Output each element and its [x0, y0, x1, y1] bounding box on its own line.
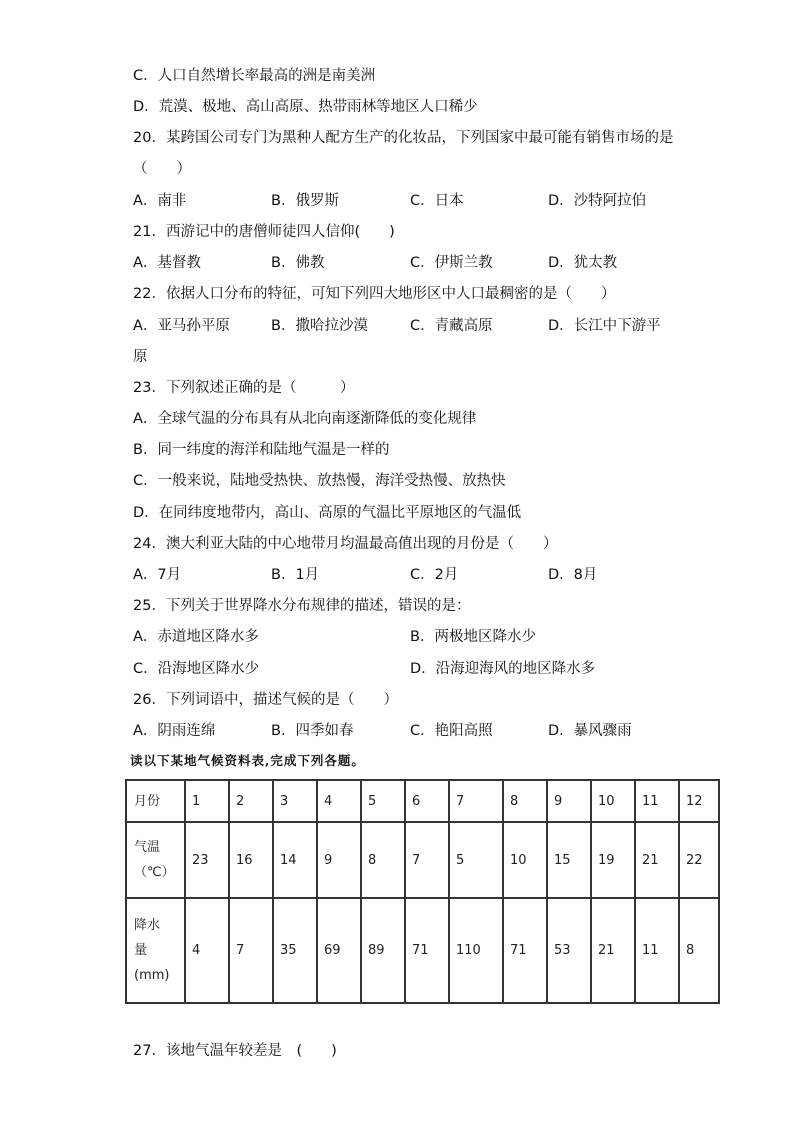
q23-option-c: C．一般来说，陆地受热快、放热慢，海洋受热慢、放热快 — [133, 473, 506, 489]
month-label-cell: 月份 — [126, 780, 185, 822]
q24-option-b: B．1月 — [271, 567, 320, 583]
precipitation-label-part1: 降水 — [134, 918, 161, 933]
q22-option-c: C．青藏高原 — [410, 318, 493, 334]
q22-option-b: B．撒哈拉沙漠 — [271, 318, 368, 334]
q20-paren: （ ） — [133, 161, 191, 177]
temperature-cell: 23 — [185, 822, 229, 898]
temperature-cell: 8 — [361, 822, 405, 898]
month-cell: 1 — [185, 780, 229, 822]
table-row-temperature — [126, 822, 719, 898]
q20-option-c: C．日本 — [410, 193, 464, 209]
q23-option-b: B．同一纬度的海洋和陆地气温是一样的 — [133, 442, 390, 458]
month-cell: 9 — [547, 780, 591, 822]
temperature-unit: （℃） — [134, 865, 175, 880]
q27-stem: 27．该地气温年较差是 ( ) — [133, 1043, 337, 1059]
q25-option-c: C．沿海地区降水少 — [133, 661, 260, 677]
month-cell: 10 — [591, 780, 635, 822]
temperature-cell: 10 — [503, 822, 547, 898]
table-intro: 读以下某地气候资料表,完成下列各题。 — [130, 753, 365, 768]
q21-option-c: C．伊斯兰教 — [410, 255, 493, 271]
month-cell: 5 — [361, 780, 405, 822]
precipitation-cell: 71 — [503, 898, 547, 1003]
q26-stem: 26．下列词语中，描述气候的是（ ） — [133, 692, 398, 708]
q19-option-c: C．人口自然增长率最高的洲是南美洲 — [133, 68, 376, 84]
q22-option-a: A．亚马孙平原 — [133, 318, 230, 334]
month-cell: 2 — [229, 780, 273, 822]
temperature-cell: 7 — [405, 822, 449, 898]
q26-option-a: A．阴雨连绵 — [133, 723, 216, 739]
q23-option-d: D．在同纬度地带内，高山、高原的气温比平原地区的气温低 — [133, 505, 522, 521]
q22-option-d: D．长江中下游平 — [548, 318, 661, 334]
q26-option-c: C．艳阳高照 — [410, 723, 493, 739]
q24-option-d: D．8月 — [548, 567, 598, 583]
q22-stem: 22．依据人口分布的特征，可知下列四大地形区中人口最稠密的是（ ） — [133, 286, 616, 302]
temperature-cell: 16 — [229, 822, 273, 898]
precipitation-cell: 4 — [185, 898, 229, 1003]
q21-option-b: B．佛教 — [271, 255, 325, 271]
q19-option-d: D．荒漠、极地、高山高原、热带雨林等地区人口稀少 — [133, 99, 478, 115]
temperature-cell: 9 — [317, 822, 361, 898]
month-cell: 12 — [679, 780, 719, 822]
q24-stem: 24．澳大利亚大陆的中心地带月均温最高值出现的月份是（ ） — [133, 536, 558, 552]
temperature-cell: 14 — [273, 822, 317, 898]
precipitation-cell: 53 — [547, 898, 591, 1003]
q20-option-d: D．沙特阿拉伯 — [548, 193, 647, 209]
q20-stem: 20．某跨国公司专门为黑种人配方生产的化妆品，下列国家中最可能有销售市场的是 — [133, 130, 674, 146]
climate-data-table — [125, 779, 720, 1004]
month-cell: 3 — [273, 780, 317, 822]
month-cell: 11 — [635, 780, 679, 822]
precipitation-cell: 89 — [361, 898, 405, 1003]
q21-option-d: D．犹太教 — [548, 255, 618, 271]
q25-option-a: A．赤道地区降水多 — [133, 629, 259, 645]
q23-option-a: A．全球气温的分布具有从北向南逐渐降低的变化规律 — [133, 411, 477, 427]
q22-option-d-continuation: 原 — [133, 349, 148, 365]
temperature-label: 气温 — [134, 840, 161, 855]
month-cell: 8 — [503, 780, 547, 822]
month-cell: 7 — [449, 780, 503, 822]
month-cell: 4 — [317, 780, 361, 822]
q25-option-b: B．两极地区降水少 — [410, 629, 536, 645]
precipitation-unit: (mm) — [134, 968, 170, 983]
q20-option-b: B．俄罗斯 — [271, 193, 339, 209]
precipitation-cell: 11 — [635, 898, 679, 1003]
precipitation-label-part2: 量 — [134, 943, 148, 958]
temperature-cell: 21 — [635, 822, 679, 898]
precipitation-cell: 71 — [405, 898, 449, 1003]
q23-stem: 23．下列叙述正确的是（ ） — [133, 380, 355, 396]
q21-option-a: A．基督教 — [133, 255, 201, 271]
month-cell: 6 — [405, 780, 449, 822]
temperature-cell: 15 — [547, 822, 591, 898]
precipitation-cell: 21 — [591, 898, 635, 1003]
temperature-cell: 22 — [679, 822, 719, 898]
q21-stem: 21．西游记中的唐僧师徒四人信仰( ) — [133, 224, 395, 240]
q25-stem: 25．下列关于世界降水分布规律的描述，错误的是： — [133, 598, 471, 614]
precipitation-cell: 110 — [449, 898, 503, 1003]
temperature-cell: 19 — [591, 822, 635, 898]
q25-option-d: D．沿海迎海风的地区降水多 — [410, 661, 596, 677]
temperature-cell: 5 — [449, 822, 503, 898]
precipitation-cell: 35 — [273, 898, 317, 1003]
table-row-precipitation — [126, 898, 719, 1003]
precipitation-label-cell — [126, 898, 185, 1003]
q24-option-a: A．7月 — [133, 567, 182, 583]
temperature-label-cell — [126, 822, 185, 898]
precipitation-cell: 7 — [229, 898, 273, 1003]
q26-option-b: B．四季如春 — [271, 723, 354, 739]
precipitation-cell: 69 — [317, 898, 361, 1003]
table-row-months — [126, 780, 719, 822]
precipitation-cell: 8 — [679, 898, 719, 1003]
q24-option-c: C．2月 — [410, 567, 459, 583]
q26-option-d: D．暴风骤雨 — [548, 723, 632, 739]
q20-option-a: A．南非 — [133, 193, 187, 209]
